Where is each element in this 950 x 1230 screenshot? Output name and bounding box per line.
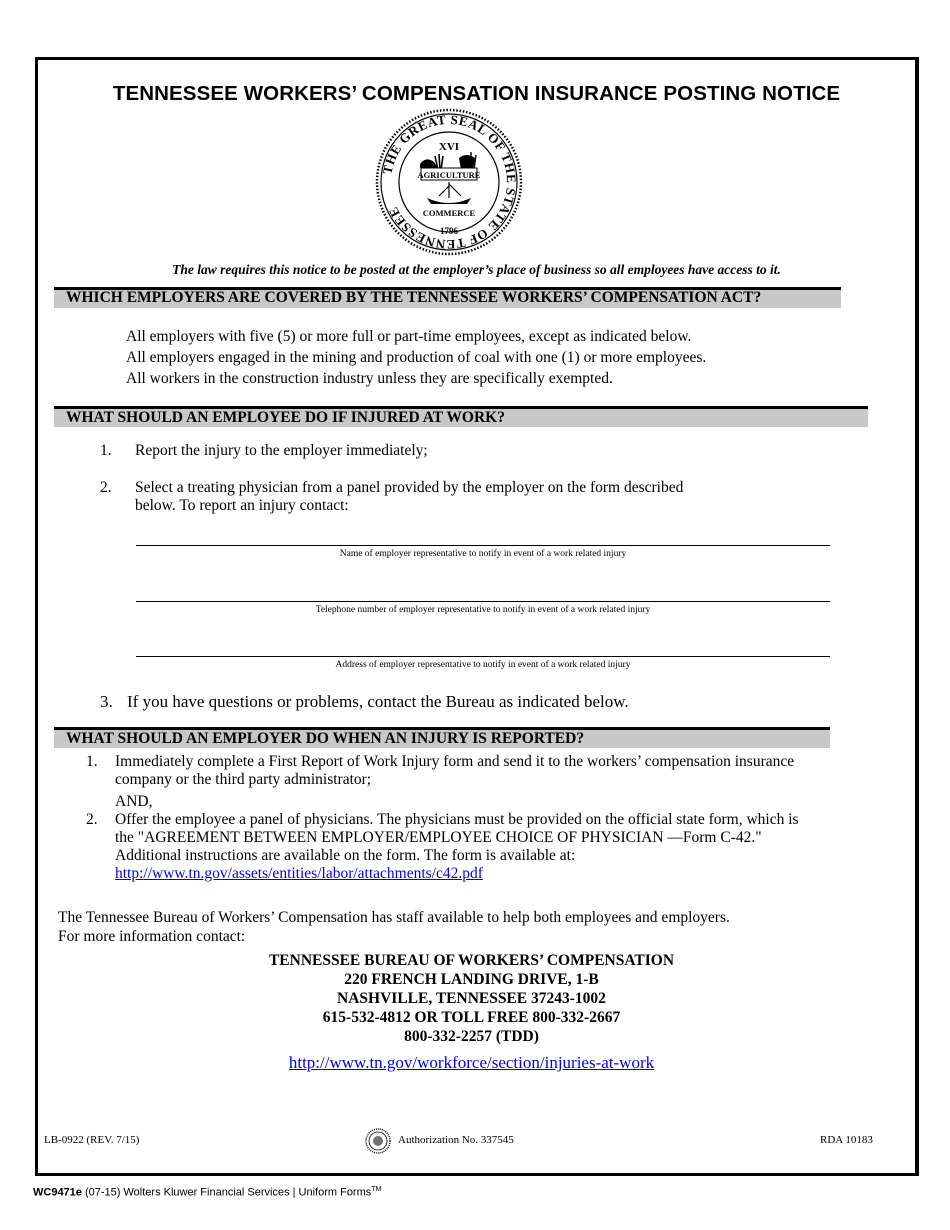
trademark: TM [371, 1186, 382, 1193]
bureau-tdd: 800-332-2257 (TDD) [404, 1028, 539, 1045]
state-seal-icon [375, 108, 523, 256]
closing-text: The Tennessee Bureau of Workers’ Compensation has staff available to help both employees and employers. [58, 909, 730, 926]
employer-step-2-cont: the "AGREEMENT BETWEEN EMPLOYER/EMPLOYEE CHOICE OF PHYSICIAN —Form C-42." [115, 829, 762, 846]
bureau-street: 220 FRENCH LANDING DRIVE, 1-B [344, 971, 599, 988]
state-seal [375, 108, 523, 261]
rep-name-field[interactable] [136, 545, 830, 546]
employer-step-1-cont: company or the third party administrator; [115, 771, 372, 788]
bureau-phone: 615-532-4812 OR TOLL FREE 800-332-2667 [322, 1009, 621, 1026]
coverage-line: All employers with five (5) or more full or part-time employees, except as indicated below. [126, 328, 692, 345]
rep-address-caption: Address of employer representative to notify in event of a work related injury [335, 660, 631, 670]
item-number: 2. [86, 811, 98, 828]
svg-text:XVI: XVI [438, 141, 460, 153]
rep-phone-field[interactable] [136, 601, 830, 602]
bureau-website-link[interactable]: http://www.tn.gov/workforce/section/injuries-at-work [288, 1053, 655, 1072]
item-number: 2. [100, 479, 112, 496]
section-heading-employee: WHAT SHOULD AN EMPLOYEE DO IF INJURED AT WORK? [66, 409, 505, 426]
employer-step-2-cont: Additional instructions are available on the form. The form is available at: [115, 847, 576, 864]
coverage-line: All employers engaged in the mining and production of coal with one (1) or more employees. [126, 349, 707, 366]
item-number: 3. [100, 692, 113, 711]
publisher-note [33, 1186, 381, 1199]
employee-step-1: Report the injury to the employer immediately; [135, 442, 428, 459]
publisher-code: WC9471e [33, 1186, 82, 1199]
notice-title: TENNESSEE WORKERS’ COMPENSATION INSURANCE POSTING NOTICE [112, 82, 841, 105]
section-heading-employer: WHAT SHOULD AN EMPLOYER DO WHEN AN INJURY IS REPORTED? [66, 730, 585, 747]
svg-text:1796: 1796 [440, 226, 458, 236]
closing-text: For more information contact: [58, 928, 246, 945]
employer-step-1: Immediately complete a First Report of Work Injury form and send it to the workers’ compensation insurance [115, 753, 795, 770]
bureau-name: TENNESSEE BUREAU OF WORKERS’ COMPENSATION [268, 952, 675, 969]
svg-text:COMMERCE: COMMERCE [422, 208, 476, 218]
employee-step-2: Select a treating physician from a panel provided by the employer on the form described [135, 479, 684, 496]
employee-step-2-cont: below. To report an injury contact: [135, 497, 349, 514]
item-number: 1. [86, 753, 98, 770]
posting-requirement: The law requires this notice to be posted at the employer’s place of business so all employees have access to it. [172, 262, 781, 277]
rep-name-caption: Name of employer representative to notify in event of a work related injury [339, 549, 627, 559]
rep-phone-caption: Telephone number of employer representative to notify in event of a work related injury [315, 605, 651, 615]
publisher-text: (07-15) Wolters Kluwer Financial Services | Uniform Forms [81, 1186, 372, 1199]
section-heading-coverage: WHICH EMPLOYERS ARE COVERED BY THE TENNESSEE WORKERS’ COMPENSATION ACT? [66, 289, 762, 306]
item-number: 1. [100, 442, 112, 459]
coverage-line: All workers in the construction industry unless they are specifically exempted. [126, 370, 613, 387]
svg-text:AGRICULTURE: AGRICULTURE [417, 170, 481, 180]
and-connector: AND, [115, 793, 153, 810]
bureau-city: NASHVILLE, TENNESSEE 37243-1002 [337, 990, 606, 1007]
notice-frame [35, 57, 919, 1176]
form-c42-link[interactable]: http://www.tn.gov/assets/entities/labor/attachments/c42.pdf [115, 865, 483, 882]
small-seal-icon [365, 1128, 391, 1159]
employee-step-3: If you have questions or problems, contact the Bureau as indicated below. [127, 692, 629, 711]
form-number: LB-0922 (REV. 7/15) [44, 1134, 140, 1146]
svg-text:THE GREAT SEAL OF THE STATE OF: THE GREAT SEAL OF THE STATE OF TENNESSEE [379, 111, 520, 253]
rep-address-field[interactable] [136, 656, 830, 657]
authorization-number: Authorization No. 337545 [398, 1134, 514, 1146]
employer-step-2: Offer the employee a panel of physicians. The physicians must be provided on the official state form, which is [115, 811, 799, 828]
rda-number: RDA 10183 [820, 1134, 873, 1146]
